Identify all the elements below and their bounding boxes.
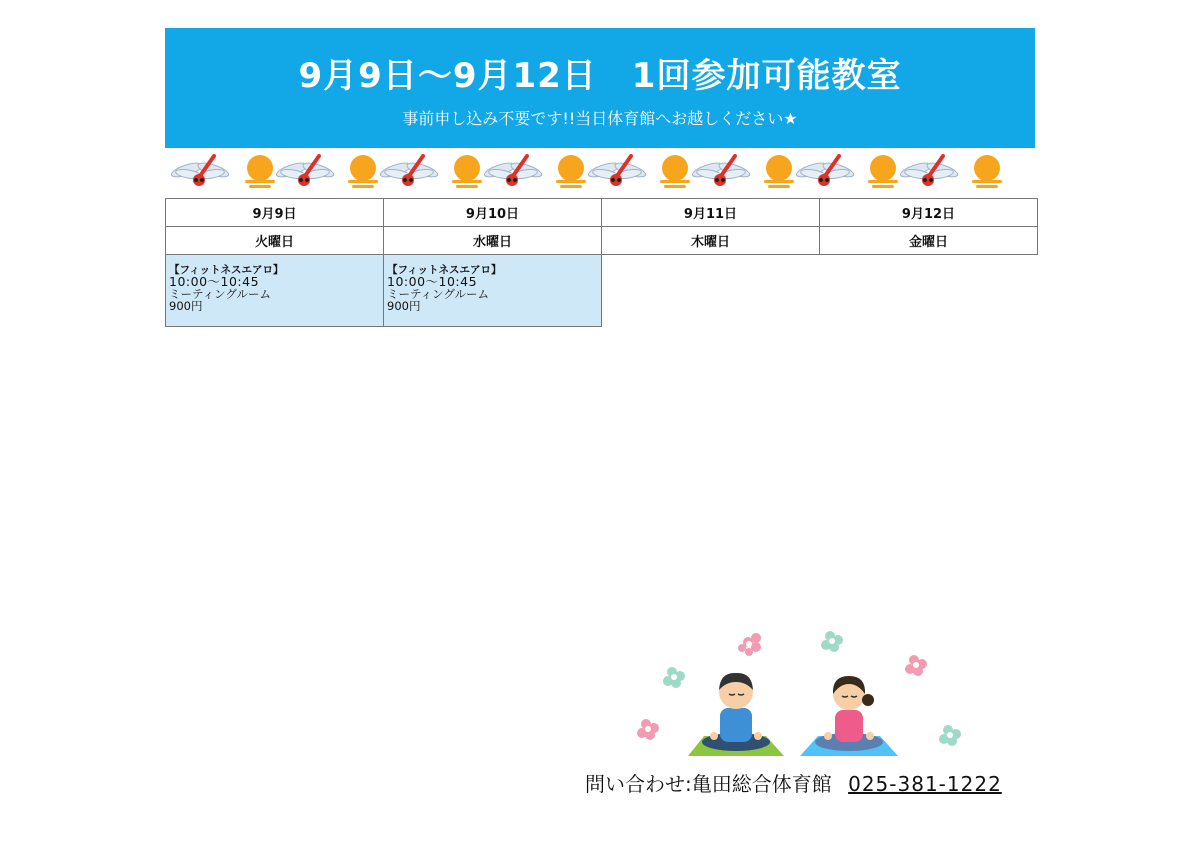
weekday-header: 水曜日 [384,227,602,255]
date-row [166,199,1038,227]
class-place: ミーティングルーム [169,287,272,301]
weekday-header: 金曜日 [820,227,1038,255]
weekday-header: 火曜日 [166,227,384,255]
class-price: 900円 [387,299,421,313]
class-name: 【フィットネスエアロ】 [169,264,284,276]
class-cell [166,255,384,327]
class-price: 900円 [169,299,203,313]
sun-icon [764,155,794,188]
flower-icon [663,667,685,688]
dragonfly-icon [379,156,439,186]
page-subtitle: 事前申し込み不要です!!当日体育館へお越しください★ [402,109,798,128]
flower-icon [905,655,927,676]
decoration-row [165,150,1035,194]
dragonfly-icon [170,156,230,186]
date-header: 9月10日 [384,199,602,227]
sun-icon [245,155,275,188]
sun-icon [348,155,378,188]
date-header: 9月12日 [820,199,1038,227]
sun-icon [972,155,1002,188]
dragonfly-icon [899,156,959,186]
date-header: 9月11日 [602,199,820,227]
weekday-header: 木曜日 [602,227,820,255]
class-row [166,255,1038,327]
dragonfly-icon [795,156,855,186]
sun-icon [868,155,898,188]
class-name: 【フィットネスエアロ】 [387,264,502,276]
dragonfly-icon [483,156,543,186]
phone-number: 025-381-1222 [848,772,1002,796]
sun-icon [660,155,690,188]
dragonfly-icon [691,156,751,186]
header-banner [165,28,1035,148]
page-title: 9月9日～9月12日 1回参加可能教室 [298,56,902,96]
flower-icon [821,631,843,652]
dragonfly-icon [587,156,647,186]
dragonfly-icon [275,156,335,186]
schedule-table [165,198,1038,327]
date-header: 9月9日 [166,199,384,227]
flower-icon [637,719,659,740]
meditating-boy-icon [688,673,784,756]
class-time: 10:00～10:45 [387,274,478,289]
meditating-girl-icon [800,676,898,756]
flower-icon [738,633,761,656]
class-time: 10:00～10:45 [169,274,260,289]
class-cell [384,255,602,327]
weekday-row [166,227,1038,255]
class-place: ミーティングルーム [387,287,490,301]
meditation-illustration [630,620,970,760]
flower-icon [939,725,961,746]
class-entry [384,255,601,312]
class-entry [166,255,383,312]
sun-icon [556,155,586,188]
sun-icon [452,155,482,188]
contact-label: 問い合わせ:亀田総合体育館 [585,772,832,796]
contact-info [585,768,1002,797]
